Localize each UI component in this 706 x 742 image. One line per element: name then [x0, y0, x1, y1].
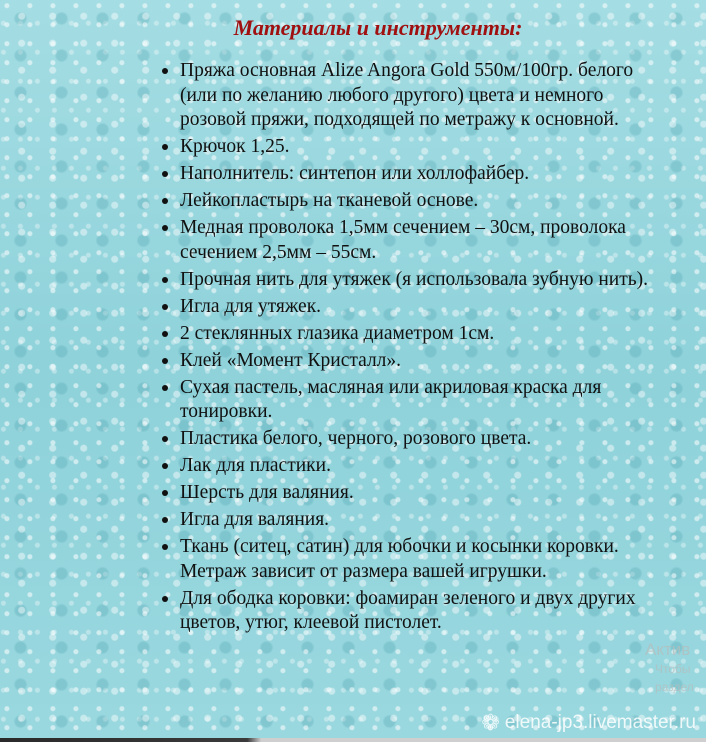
list-item: Пряжа основная Alize Angora Gold 550м/100гр. белого (или по желанию любого другого) цвета и немного розовой пряжи, подходящей по метражу к основной. — [180, 59, 660, 133]
watermark — [481, 710, 696, 736]
list-item: Шерсть для валяния. — [180, 481, 660, 506]
bottom-strip — [0, 738, 706, 742]
watermark-text: elena-jp3.livemaster.ru — [504, 712, 696, 733]
list-item: Крючок 1,25. — [180, 135, 660, 160]
list-item: Пластика белого, черного, розового цвета. — [180, 427, 660, 452]
activation-line: Чтобы — [655, 662, 691, 676]
list-item: Для ободка коровки: фоамиран зеленого и двух других цветов, утюг, клеевой пистолет. — [180, 587, 660, 636]
list-item: Игла для валяния. — [180, 508, 660, 533]
list-item: Медная проволока 1,5мм сечением – 30см, проволока сечением 2,5мм – 55см. — [180, 216, 660, 265]
list-item: 2 стеклянных глазика диаметром 1см. — [180, 322, 660, 347]
activation-overlay — [645, 640, 694, 696]
page-title: Материалы и инструменты: — [233, 15, 523, 40]
list-item: Прочная нить для утяжек (я использовала зубную нить). — [180, 268, 660, 293]
flower-icon: ❁ — [481, 710, 500, 735]
activation-line: раздел — [655, 680, 694, 694]
list-item: Ткань (ситец, сатин) для юбочки и косынки коровки. Метраж зависит от размера вашей игрушки. — [180, 535, 660, 584]
list-item: Наполнитель: синтепон или холлофайбер. — [180, 162, 660, 187]
list-item: Игла для утяжек. — [180, 295, 660, 320]
activation-line: Актив — [645, 640, 691, 659]
list-item: Клей «Момент Кристалл». — [180, 349, 660, 374]
list-item: Сухая пастель, масляная или акриловая краска для тонировки. — [180, 376, 660, 425]
list-item: Лейкопластырь на тканевой основе. — [180, 189, 660, 214]
list-item: Лак для пластики. — [180, 454, 660, 479]
materials-list — [180, 59, 660, 638]
